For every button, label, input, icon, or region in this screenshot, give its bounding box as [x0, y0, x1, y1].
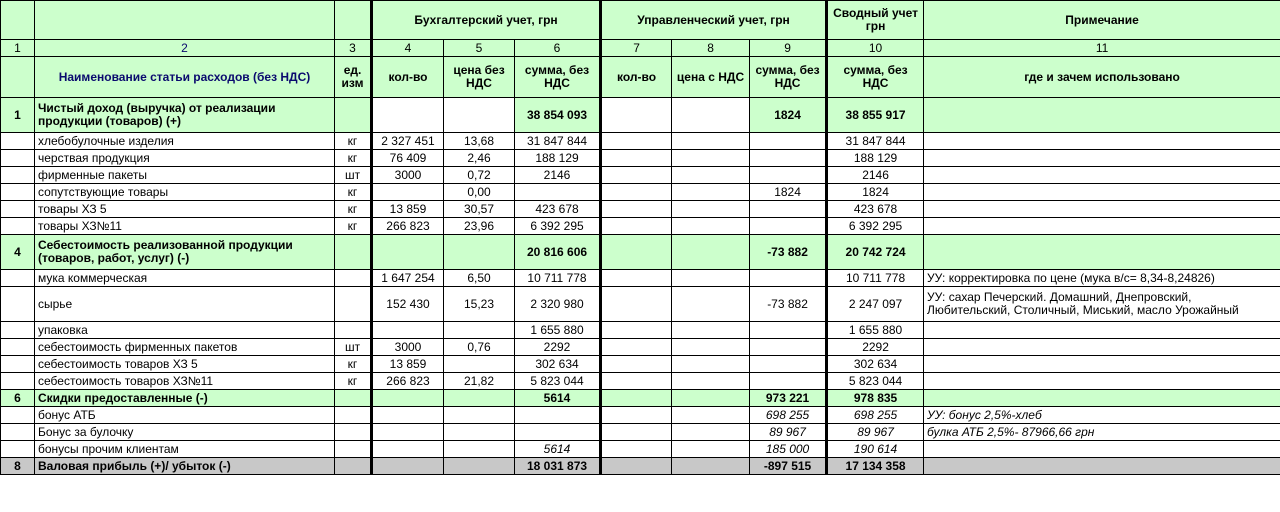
item-qty: 2 327 451	[372, 133, 444, 150]
item-acc-sum: 1 655 880	[515, 322, 601, 339]
table-row	[1, 441, 1280, 458]
item-name: сырье	[35, 287, 335, 322]
empty-cell	[444, 458, 515, 475]
item-name: себестоимость фирменных пакетов	[35, 339, 335, 356]
item-qty	[372, 441, 444, 458]
section-number: 6	[1, 390, 35, 407]
item-total: 31 847 844	[827, 133, 924, 150]
empty-cell	[601, 167, 672, 184]
empty-cell	[672, 235, 750, 270]
empty-cell	[372, 390, 444, 407]
item-total: 10 711 778	[827, 270, 924, 287]
section-total: 38 855 917	[827, 98, 924, 133]
empty-cell	[672, 390, 750, 407]
table-row	[1, 218, 1280, 235]
item-acc-sum: 302 634	[515, 356, 601, 373]
item-qty: 266 823	[372, 218, 444, 235]
item-acc-sum: 2 320 980	[515, 287, 601, 322]
item-acc-sum: 10 711 778	[515, 270, 601, 287]
column-number: 10	[827, 40, 924, 57]
item-price	[444, 356, 515, 373]
table-row	[1, 322, 1280, 339]
item-unit	[335, 287, 372, 322]
item-unit: кг	[335, 150, 372, 167]
item-price: 21,82	[444, 373, 515, 390]
item-qty: 152 430	[372, 287, 444, 322]
item-price: 2,46	[444, 150, 515, 167]
empty-cell	[335, 390, 372, 407]
empty-cell	[924, 235, 1280, 270]
empty-cell	[672, 441, 750, 458]
item-mgmt-sum	[750, 167, 827, 184]
empty-cell	[1, 287, 35, 322]
item-unit	[335, 322, 372, 339]
empty-cell	[672, 407, 750, 424]
item-acc-sum	[515, 184, 601, 201]
empty-cell	[601, 133, 672, 150]
item-total: 423 678	[827, 201, 924, 218]
section-number: 8	[1, 458, 35, 475]
item-name: фирменные пакеты	[35, 167, 335, 184]
item-unit: кг	[335, 201, 372, 218]
empty-cell	[601, 373, 672, 390]
table-row	[1, 184, 1280, 201]
item-unit	[335, 424, 372, 441]
item-mgmt-sum	[750, 339, 827, 356]
item-note	[924, 441, 1280, 458]
empty-cell	[372, 458, 444, 475]
empty-cell	[924, 390, 1280, 407]
empty-cell	[1, 218, 35, 235]
section-acc-sum: 18 031 873	[515, 458, 601, 475]
column-name-row	[1, 57, 1280, 98]
empty-cell	[672, 150, 750, 167]
management-header: Управленческий учет, грн	[601, 1, 827, 40]
item-qty: 13 859	[372, 201, 444, 218]
item-note	[924, 133, 1280, 150]
section-mgmt-sum: 973 221	[750, 390, 827, 407]
item-qty: 13 859	[372, 356, 444, 373]
empty-cell	[372, 98, 444, 133]
column-number: 3	[335, 40, 372, 57]
empty-cell	[672, 133, 750, 150]
section-total: 17 134 358	[827, 458, 924, 475]
item-unit: кг	[335, 133, 372, 150]
section-number: 4	[1, 235, 35, 270]
empty-cell	[601, 98, 672, 133]
column-name-acc-price: цена без НДС	[444, 57, 515, 98]
item-name: себестоимость товаров ХЗ№11	[35, 373, 335, 390]
item-price	[444, 424, 515, 441]
header-blank	[35, 1, 335, 40]
item-acc-sum: 5 823 044	[515, 373, 601, 390]
table-row	[1, 133, 1280, 150]
empty-cell	[1, 339, 35, 356]
item-acc-sum	[515, 407, 601, 424]
accounting-header: Бухгалтерский учет, грн	[372, 1, 601, 40]
empty-cell	[1, 150, 35, 167]
empty-cell	[444, 98, 515, 133]
item-mgmt-sum	[750, 356, 827, 373]
section-title: Себестоимость реализованной продукции (товаров, работ, услуг) (-)	[35, 235, 335, 270]
item-price: 0,72	[444, 167, 515, 184]
empty-cell	[1, 201, 35, 218]
item-note: булка АТБ 2,5%- 87966,66 грн	[924, 424, 1280, 441]
empty-cell	[335, 235, 372, 270]
item-note	[924, 150, 1280, 167]
column-name-acc-sum: сумма, без НДС	[515, 57, 601, 98]
item-note	[924, 167, 1280, 184]
item-qty: 76 409	[372, 150, 444, 167]
item-name: себестоимость товаров ХЗ 5	[35, 356, 335, 373]
empty-cell	[1, 441, 35, 458]
item-mgmt-sum	[750, 133, 827, 150]
item-total: 302 634	[827, 356, 924, 373]
item-mgmt-sum: 89 967	[750, 424, 827, 441]
empty-cell	[672, 98, 750, 133]
item-mgmt-sum: 185 000	[750, 441, 827, 458]
column-number-row	[1, 40, 1280, 57]
note-header: Примечание	[924, 1, 1280, 40]
empty-cell	[601, 458, 672, 475]
item-unit	[335, 441, 372, 458]
section-mgmt-sum: 1824	[750, 98, 827, 133]
item-total: 698 255	[827, 407, 924, 424]
table-row	[1, 167, 1280, 184]
item-total: 2 247 097	[827, 287, 924, 322]
item-mgmt-sum	[750, 270, 827, 287]
empty-cell	[601, 218, 672, 235]
section-acc-sum: 20 816 606	[515, 235, 601, 270]
item-total: 1 655 880	[827, 322, 924, 339]
item-name: хлебобулочные изделия	[35, 133, 335, 150]
column-name-note: где и зачем использовано	[924, 57, 1280, 98]
item-note	[924, 201, 1280, 218]
item-acc-sum: 423 678	[515, 201, 601, 218]
item-unit	[335, 407, 372, 424]
item-total: 6 392 295	[827, 218, 924, 235]
item-acc-sum: 2146	[515, 167, 601, 184]
item-mgmt-sum	[750, 322, 827, 339]
item-name: бонус АТБ	[35, 407, 335, 424]
empty-cell	[1, 133, 35, 150]
section-acc-sum: 5614	[515, 390, 601, 407]
item-acc-sum: 6 392 295	[515, 218, 601, 235]
item-total: 188 129	[827, 150, 924, 167]
column-name-item: Наименование статьи расходов (без НДС)	[35, 57, 335, 98]
column-number: 9	[750, 40, 827, 57]
item-acc-sum: 31 847 844	[515, 133, 601, 150]
item-price: 6,50	[444, 270, 515, 287]
item-price	[444, 441, 515, 458]
empty-cell	[601, 201, 672, 218]
section-header-row	[1, 390, 1280, 407]
empty-cell	[672, 287, 750, 322]
empty-cell	[1, 184, 35, 201]
empty-cell	[672, 184, 750, 201]
item-note: УУ: корректировка по цене (мука в/с= 8,34-8,24826)	[924, 270, 1280, 287]
column-number: 6	[515, 40, 601, 57]
item-qty	[372, 322, 444, 339]
empty-cell	[601, 184, 672, 201]
table-row	[1, 201, 1280, 218]
empty-cell	[444, 390, 515, 407]
empty-cell	[1, 373, 35, 390]
item-unit: шт	[335, 167, 372, 184]
column-number: 1	[1, 40, 35, 57]
item-acc-sum: 5614	[515, 441, 601, 458]
empty-cell	[672, 458, 750, 475]
section-title: Чистый доход (выручка) от реализации продукции (товаров) (+)	[35, 98, 335, 133]
item-qty	[372, 407, 444, 424]
item-qty	[372, 184, 444, 201]
column-name-mgmt-sum: сумма, без НДС	[750, 57, 827, 98]
empty-cell	[672, 322, 750, 339]
empty-cell	[672, 373, 750, 390]
item-mgmt-sum: 1824	[750, 184, 827, 201]
column-number: 2	[35, 40, 335, 57]
table-row	[1, 150, 1280, 167]
section-title: Скидки предоставленные (-)	[35, 390, 335, 407]
item-name: товары ХЗ№11	[35, 218, 335, 235]
item-mgmt-sum	[750, 218, 827, 235]
item-note: УУ: бонус 2,5%-хлеб	[924, 407, 1280, 424]
empty-cell	[372, 235, 444, 270]
section-total: 20 742 724	[827, 235, 924, 270]
item-name: сопутствующие товары	[35, 184, 335, 201]
item-qty: 266 823	[372, 373, 444, 390]
item-note	[924, 322, 1280, 339]
item-price: 13,68	[444, 133, 515, 150]
empty-cell	[335, 458, 372, 475]
header-blank	[335, 1, 372, 40]
empty-cell	[672, 201, 750, 218]
column-number: 11	[924, 40, 1280, 57]
item-total: 1824	[827, 184, 924, 201]
item-mgmt-sum	[750, 201, 827, 218]
summary-header: Сводный учет грн	[827, 1, 924, 40]
item-name: Бонус за булочку	[35, 424, 335, 441]
item-unit: кг	[335, 184, 372, 201]
item-name: мука коммерческая	[35, 270, 335, 287]
item-qty: 3000	[372, 167, 444, 184]
item-total: 89 967	[827, 424, 924, 441]
section-header-row	[1, 98, 1280, 133]
empty-cell	[601, 322, 672, 339]
item-name: товары ХЗ 5	[35, 201, 335, 218]
table-row	[1, 339, 1280, 356]
column-name-blank	[1, 57, 35, 98]
empty-cell	[672, 424, 750, 441]
header-blank	[1, 1, 35, 40]
item-qty: 1 647 254	[372, 270, 444, 287]
empty-cell	[601, 356, 672, 373]
item-acc-sum: 2292	[515, 339, 601, 356]
item-note: УУ: сахар Печерский. Домашний, Днепровский, Любительский, Столичный, Миський, масло Урожайный	[924, 287, 1280, 322]
empty-cell	[1, 356, 35, 373]
item-price	[444, 322, 515, 339]
item-price: 15,23	[444, 287, 515, 322]
item-unit: шт	[335, 339, 372, 356]
empty-cell	[335, 98, 372, 133]
empty-cell	[444, 235, 515, 270]
item-note	[924, 184, 1280, 201]
empty-cell	[601, 424, 672, 441]
item-unit: кг	[335, 356, 372, 373]
section-number: 1	[1, 98, 35, 133]
item-unit: кг	[335, 218, 372, 235]
item-acc-sum	[515, 424, 601, 441]
item-mgmt-sum: -73 882	[750, 287, 827, 322]
item-name: бонусы прочим клиентам	[35, 441, 335, 458]
section-acc-sum: 38 854 093	[515, 98, 601, 133]
column-number: 8	[672, 40, 750, 57]
column-number: 7	[601, 40, 672, 57]
item-total: 190 614	[827, 441, 924, 458]
column-name-total: сумма, без НДС	[827, 57, 924, 98]
section-title: Валовая прибыль (+)/ убыток (-)	[35, 458, 335, 475]
table-row	[1, 356, 1280, 373]
empty-cell	[1, 424, 35, 441]
empty-cell	[1, 322, 35, 339]
item-note	[924, 218, 1280, 235]
table-row	[1, 407, 1280, 424]
empty-cell	[672, 218, 750, 235]
item-qty: 3000	[372, 339, 444, 356]
column-name-mgmt-price: цена с НДС	[672, 57, 750, 98]
section-mgmt-sum: -73 882	[750, 235, 827, 270]
empty-cell	[1, 167, 35, 184]
empty-cell	[672, 356, 750, 373]
empty-cell	[1, 407, 35, 424]
item-note	[924, 373, 1280, 390]
empty-cell	[924, 98, 1280, 133]
item-mgmt-sum	[750, 150, 827, 167]
column-number: 5	[444, 40, 515, 57]
empty-cell	[601, 441, 672, 458]
item-acc-sum: 188 129	[515, 150, 601, 167]
item-price: 30,57	[444, 201, 515, 218]
item-price: 0,76	[444, 339, 515, 356]
header-row	[1, 1, 1280, 40]
item-total: 5 823 044	[827, 373, 924, 390]
column-name-mgmt-qty: кол-во	[601, 57, 672, 98]
empty-cell	[601, 287, 672, 322]
empty-cell	[601, 235, 672, 270]
item-price: 0,00	[444, 184, 515, 201]
item-name: упаковка	[35, 322, 335, 339]
item-note	[924, 339, 1280, 356]
table-row	[1, 287, 1280, 322]
table-row	[1, 373, 1280, 390]
gross-profit-row	[1, 458, 1280, 475]
section-header-row	[1, 235, 1280, 270]
item-price: 23,96	[444, 218, 515, 235]
empty-cell	[672, 339, 750, 356]
item-note	[924, 356, 1280, 373]
item-name: черствая продукция	[35, 150, 335, 167]
item-price	[444, 407, 515, 424]
column-name-acc-qty: кол-во	[372, 57, 444, 98]
item-total: 2146	[827, 167, 924, 184]
item-mgmt-sum: 698 255	[750, 407, 827, 424]
item-mgmt-sum	[750, 373, 827, 390]
empty-cell	[601, 150, 672, 167]
item-qty	[372, 424, 444, 441]
section-total: 978 835	[827, 390, 924, 407]
empty-cell	[601, 390, 672, 407]
empty-cell	[601, 339, 672, 356]
column-name-unit: ед. изм	[335, 57, 372, 98]
table-row	[1, 424, 1280, 441]
empty-cell	[1, 270, 35, 287]
empty-cell	[601, 270, 672, 287]
table-row	[1, 270, 1280, 287]
empty-cell	[672, 167, 750, 184]
section-mgmt-sum: -897 515	[750, 458, 827, 475]
item-unit: кг	[335, 373, 372, 390]
item-unit	[335, 270, 372, 287]
empty-cell	[924, 458, 1280, 475]
empty-cell	[672, 270, 750, 287]
empty-cell	[601, 407, 672, 424]
column-number: 4	[372, 40, 444, 57]
item-total: 2292	[827, 339, 924, 356]
